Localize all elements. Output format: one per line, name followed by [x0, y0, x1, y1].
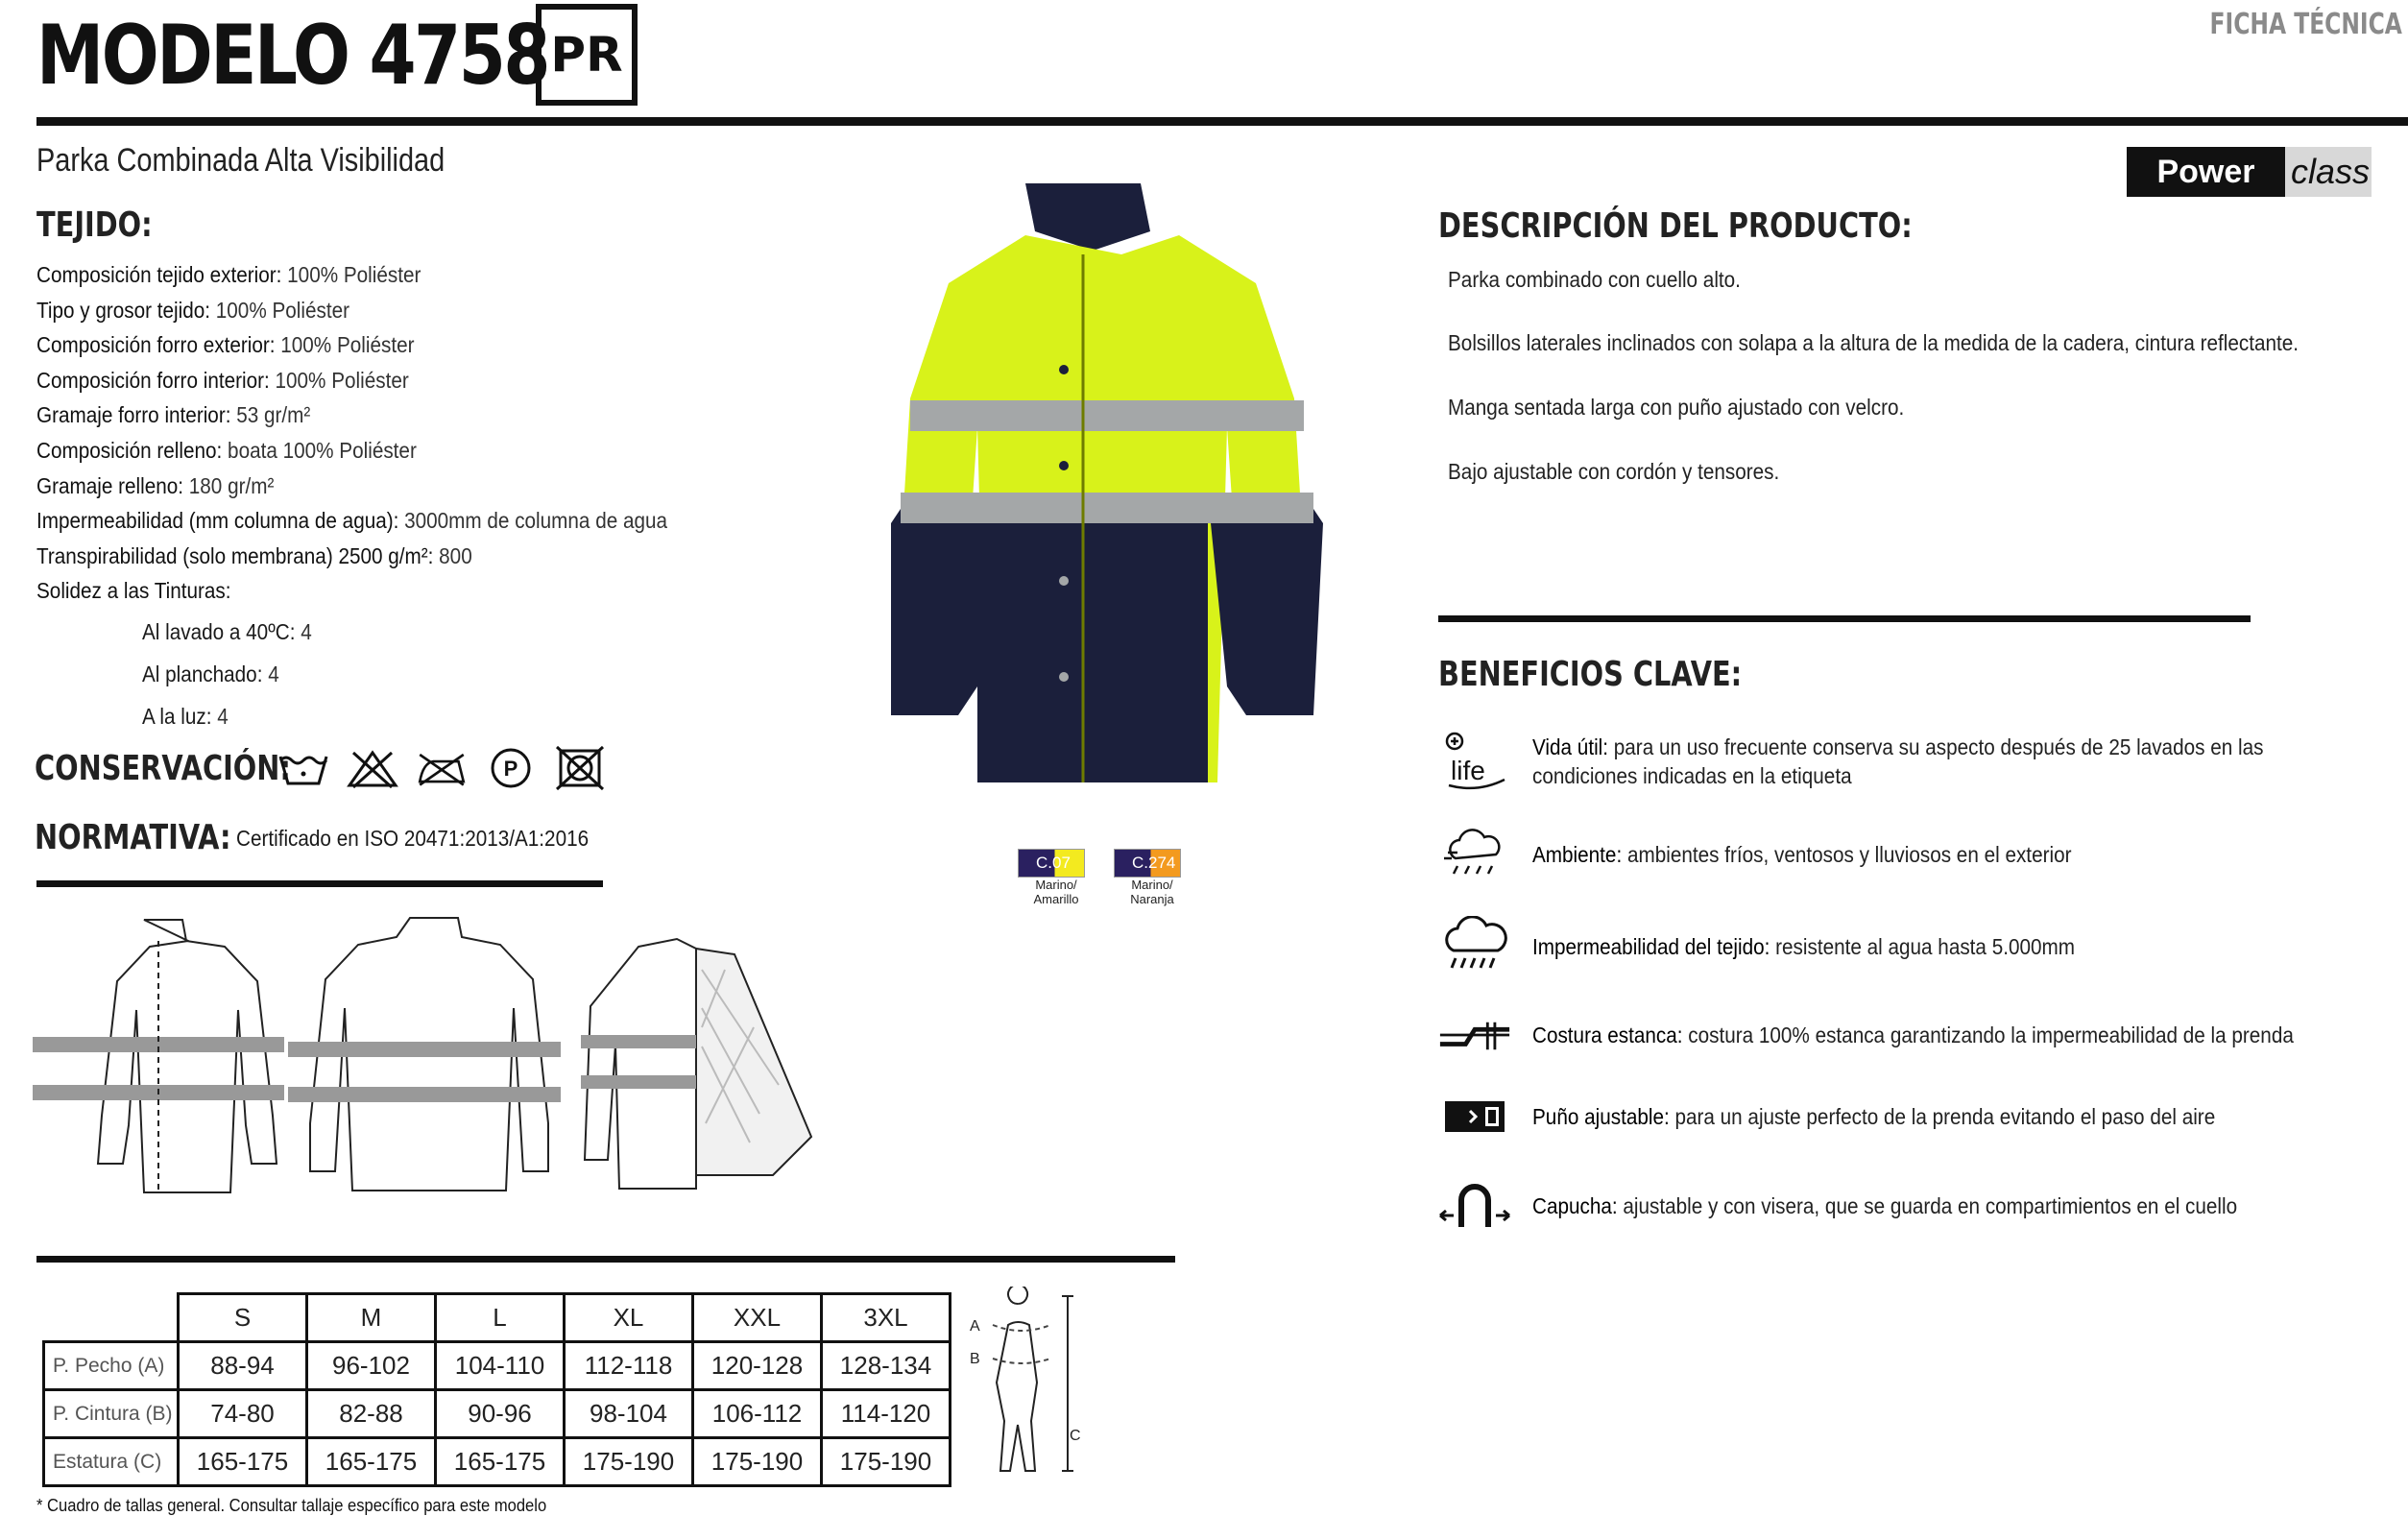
normativa-rule	[36, 880, 603, 887]
solidez-key: Al lavado a 40ºC:	[142, 619, 296, 644]
size-cell: 96-102	[307, 1342, 436, 1390]
spec-key: Gramaje forro interior:	[36, 402, 231, 428]
no-tumble-dry-icon	[553, 744, 607, 792]
spec-key: Composición forro exterior:	[36, 332, 276, 358]
seam-icon	[1438, 999, 1511, 1071]
dry-clean-p-icon	[484, 744, 538, 792]
size-table	[42, 1292, 951, 1487]
spec-row	[36, 433, 667, 469]
care-icons	[277, 744, 607, 792]
benefit-text: Capucha: ajustable y con visera, que se guarda en compartimientos en el cuello	[1532, 1193, 2238, 1218]
size-cell: 175-190	[822, 1438, 951, 1486]
spec-value: 100% Poliéster	[210, 297, 350, 323]
size-header-row	[44, 1294, 951, 1342]
doc-type-label: FICHA TÉCNICA	[2209, 8, 2402, 41]
drawing-front	[33, 920, 284, 1192]
size-header: S	[179, 1294, 307, 1342]
size-cell: 90-96	[436, 1390, 565, 1438]
benefit-text: Impermeabilidad del tejido: resistente al agua hasta 5.000mm	[1532, 934, 2075, 959]
size-cell: 120-128	[693, 1342, 822, 1390]
size-row-label: Estatura (C)	[44, 1438, 179, 1486]
size-corner	[44, 1294, 179, 1342]
body-measure-figure	[960, 1287, 1085, 1479]
benefit-capucha	[1438, 1169, 2408, 1242]
size-cell: 175-190	[693, 1438, 822, 1486]
benefit-impermeabilidad	[1438, 910, 2408, 983]
size-header: 3XL	[822, 1294, 951, 1342]
spec-row	[36, 397, 667, 433]
size-row-label: P. Cintura (B)	[44, 1390, 179, 1438]
pr-badge: PR	[536, 4, 638, 106]
swatch-label-2: Naranja	[1130, 892, 1174, 906]
page-title: MODELO 4758	[36, 8, 548, 104]
spec-value: 100% Poliéster	[281, 262, 421, 287]
size-cell: 165-175	[436, 1438, 565, 1486]
solidez-value: 4	[262, 662, 279, 686]
tejido-spec-list	[36, 257, 667, 609]
spec-row	[36, 539, 667, 574]
solidez-row	[142, 611, 312, 653]
descripcion-rule	[1438, 615, 2251, 622]
size-header: L	[436, 1294, 565, 1342]
benefit-text: Puño ajustable: para un ajuste perfecto de la prenda evitando el paso del aire	[1532, 1104, 2216, 1129]
normativa-text: Certificado en ISO 20471:2013/A1:2016	[236, 826, 590, 851]
benefit-text: Costura estanca: costura 100% estanca garantizando la impermeabilidad de la prenda	[1532, 1023, 2294, 1047]
size-header: XXL	[693, 1294, 822, 1342]
tejido-heading: TEJIDO:	[36, 205, 153, 245]
solidez-key: Al planchado:	[142, 662, 263, 686]
rain-cloud-icon	[1438, 910, 1511, 983]
wash-30-icon	[277, 744, 330, 792]
hood-icon	[1438, 1169, 1511, 1242]
swatch-code: C.07	[1036, 854, 1071, 872]
product-subtitle: Parka Combinada Alta Visibilidad	[36, 142, 445, 179]
solidez-key: A la luz:	[142, 704, 212, 729]
cuff-icon	[1438, 1080, 1511, 1153]
life-icon	[1438, 725, 1511, 798]
size-header: XL	[565, 1294, 693, 1342]
size-header: M	[307, 1294, 436, 1342]
size-row	[44, 1390, 951, 1438]
drawings-rule	[36, 1256, 1175, 1263]
benefit-ambiente	[1438, 818, 2408, 891]
benefit-vida-util	[1438, 725, 2408, 798]
spec-row	[36, 363, 667, 398]
spec-row	[36, 293, 667, 328]
brand-word-class: class	[2285, 147, 2372, 197]
product-photo	[881, 178, 1333, 802]
spec-value: boata 100% Poliéster	[222, 437, 417, 463]
swatch-label-2: Amarillo	[1033, 892, 1079, 906]
size-cell: 88-94	[179, 1342, 307, 1390]
size-row	[44, 1438, 951, 1486]
spec-key: Composición tejido exterior:	[36, 262, 282, 287]
benefit-text: Ambiente: ambientes fríos, ventosos y lluviosos en el exterior	[1532, 842, 2072, 867]
spec-value: 800	[433, 542, 472, 568]
spec-key: Impermeabilidad (mm columna de agua):	[36, 508, 399, 534]
benefit-text: Vida útil: para un uso frecuente conserva su aspecto después de 25 lavados en las condiciones indicadas en la etiqueta	[1532, 734, 2264, 788]
spec-value: 3000mm de columna de agua	[398, 508, 668, 534]
solidez-value: 4	[295, 619, 312, 644]
spec-row	[36, 327, 667, 363]
size-cell: 82-88	[307, 1390, 436, 1438]
no-iron-icon	[415, 744, 469, 792]
size-cell: 114-120	[822, 1390, 951, 1438]
size-cell: 165-175	[179, 1438, 307, 1486]
figure-label-c: C	[1070, 1428, 1081, 1444]
brand-logo	[2127, 147, 2372, 197]
size-cell: 74-80	[179, 1390, 307, 1438]
solidez-value: 4	[211, 704, 229, 729]
svg-text:life: life	[1451, 756, 1485, 785]
solidez-row	[142, 653, 312, 695]
spec-value: 53 gr/m²	[230, 402, 311, 428]
size-cell: 175-190	[565, 1438, 693, 1486]
brand-word-power: Power	[2156, 153, 2255, 190]
figure-label-b: B	[970, 1351, 980, 1367]
swatch-chip	[1018, 849, 1085, 878]
drawing-open	[581, 939, 811, 1189]
desc-line-4: Bajo ajustable con cordón y tensores.	[1448, 459, 1780, 484]
size-cell: 98-104	[565, 1390, 693, 1438]
desc-line-3: Manga sentada larga con puño ajustado con velcro.	[1448, 395, 1905, 420]
jacket-illustration	[891, 183, 1323, 782]
descripcion-heading: DESCRIPCIÓN DEL PRODUCTO:	[1438, 206, 1913, 246]
technical-drawings	[29, 912, 816, 1229]
header-rule	[36, 117, 2408, 126]
weather-icon	[1438, 818, 1511, 891]
spec-row	[36, 469, 667, 504]
conservacion-heading: CONSERVACIÓN:	[35, 749, 291, 788]
spec-value: 100% Poliéster	[275, 332, 415, 358]
benefit-puno	[1438, 1080, 2408, 1153]
spec-row	[36, 257, 667, 293]
spec-key: Gramaje relleno:	[36, 472, 184, 498]
size-row-label: P. Pecho (A)	[44, 1342, 179, 1390]
svg-text:P: P	[503, 757, 518, 781]
size-cell: 104-110	[436, 1342, 565, 1390]
size-cell: 106-112	[693, 1390, 822, 1438]
swatch-label-1: Marino/	[1035, 878, 1077, 892]
color-swatch	[1114, 849, 1191, 906]
spec-key: Composición relleno:	[36, 437, 223, 463]
size-cell: 165-175	[307, 1438, 436, 1486]
drawing-back	[288, 918, 561, 1191]
size-cell: 112-118	[565, 1342, 693, 1390]
swatch-code: C.274	[1132, 854, 1176, 872]
normativa-heading: NORMATIVA:	[35, 818, 231, 857]
no-bleach-icon	[346, 744, 399, 792]
size-cell: 128-134	[822, 1342, 951, 1390]
size-row	[44, 1342, 951, 1390]
spec-value: 100% Poliéster	[269, 367, 409, 393]
spec-key: Composición forro interior:	[36, 367, 270, 393]
spec-key: Tipo y grosor tejido:	[36, 297, 211, 323]
solidez-row	[142, 695, 312, 737]
spec-row	[36, 573, 667, 609]
color-swatch	[1018, 849, 1095, 906]
desc-line-2: Bolsillos laterales inclinados con solapa a la altura de la medida de la cadera, cintura reflectante.	[1448, 330, 2300, 355]
benefit-costura	[1438, 999, 2408, 1071]
spec-key: Transpirabilidad (solo membrana) 2500 g/m²:	[36, 542, 434, 568]
swatch-label-1: Marino/	[1131, 878, 1173, 892]
color-swatches	[1018, 849, 1191, 906]
size-footnote: * Cuadro de tallas general. Consultar tallaje específico para este modelo	[36, 1496, 547, 1515]
spec-key: Solidez a las Tinturas:	[36, 578, 231, 604]
figure-label-a: A	[970, 1318, 980, 1335]
solidez-list	[142, 611, 312, 737]
spec-value: 180 gr/m²	[183, 472, 275, 498]
beneficios-heading: BENEFICIOS CLAVE:	[1438, 655, 1743, 694]
swatch-chip	[1114, 849, 1181, 878]
desc-line-1: Parka combinado con cuello alto.	[1448, 267, 1741, 292]
spec-row	[36, 503, 667, 539]
